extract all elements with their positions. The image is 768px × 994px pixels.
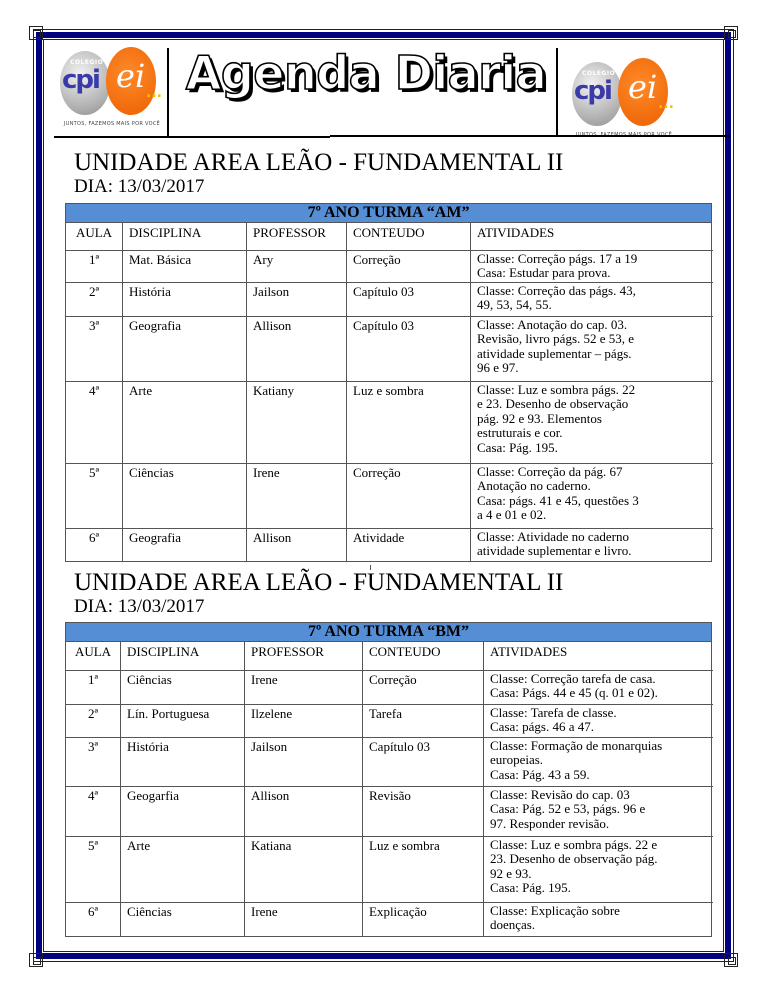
cell-atividades: Classe: Correção págs. 17 a 19 Casa: Estudar para prova. xyxy=(471,251,713,283)
cell-professor: Ilzelene xyxy=(245,705,363,738)
cell-conteudo: Tarefa xyxy=(363,705,484,738)
cell-disciplina: Arte xyxy=(123,382,247,464)
cell-professor: Allison xyxy=(247,317,347,382)
logo-cpi-text: cpi xyxy=(62,65,99,95)
logo-colegio-text: COLEGIO xyxy=(70,59,104,66)
cell-professor: Katiany xyxy=(247,382,347,464)
cell-disciplina: Geografia xyxy=(123,529,247,562)
cell-aula: 2ª xyxy=(66,705,121,738)
header-rule xyxy=(330,135,730,137)
cell-conteudo: Luz e sombra xyxy=(363,837,484,903)
corner-ornament xyxy=(29,26,43,40)
column-header-disciplina: DISCIPLINA xyxy=(123,223,247,251)
cell-professor: Allison xyxy=(245,787,363,837)
cell-disciplina: Mat. Básica xyxy=(123,251,247,283)
cell-atividades: Classe: Correção da pág. 67 Anotação no caderno. Casa: págs. 41 e 45, questões 3 a 4 e 01 e 02. xyxy=(471,464,713,529)
column-header-atividades: ATIVIDADES xyxy=(484,642,713,671)
logo-colegio-text: COLEGIO xyxy=(582,70,616,77)
unit-heading: UNIDADE AREA LEÃO - FUNDAMENTAL II xyxy=(74,149,564,176)
cell-conteudo: Correção xyxy=(347,251,471,283)
school-logo-right xyxy=(570,56,678,146)
logo-slogan: JUNTOS, FAZEMOS MAIS POR VOCÊ xyxy=(63,121,161,127)
cell-disciplina: História xyxy=(121,738,245,787)
column-header-aula: AULA xyxy=(66,223,123,251)
cell-atividades: Classe: Correção das págs. 43, 49, 53, 54, 55. xyxy=(471,283,713,317)
class-title-bar: 7º ANO TURMA “BM” xyxy=(66,623,711,642)
cell-conteudo: Atividade xyxy=(347,529,471,562)
logo-dots: ... xyxy=(146,85,162,101)
column-header-conteudo: CONTEUDO xyxy=(347,223,471,251)
header-divider xyxy=(167,48,169,137)
cell-conteudo: Capítulo 03 xyxy=(347,283,471,317)
cell-conteudo: Correção xyxy=(363,671,484,705)
cell-aula: 1ª xyxy=(66,251,123,283)
corner-ornament xyxy=(724,26,738,40)
cell-aula: 4ª xyxy=(66,787,121,837)
cell-conteudo: Capítulo 03 xyxy=(347,317,471,382)
schedule-table-bm xyxy=(65,622,712,937)
date-heading: DIA: 13/03/2017 xyxy=(74,596,205,617)
cell-professor: Jailson xyxy=(245,738,363,787)
cell-professor: Jailson xyxy=(247,283,347,317)
cell-atividades: Classe: Formação de monarquias europeias. Casa: Pág. 43 a 59. xyxy=(484,738,713,787)
column-header-aula: AULA xyxy=(66,642,121,671)
cell-aula: 3ª xyxy=(66,317,123,382)
schedule-table-am xyxy=(65,203,712,562)
cell-atividades: Classe: Explicação sobre doenças. xyxy=(490,903,620,933)
cell-aula: 5ª xyxy=(66,464,123,529)
logo-ei-text: ei xyxy=(628,68,658,106)
cell-aula: 6ª xyxy=(66,529,123,562)
cell-professor: Irene xyxy=(245,671,363,705)
unit-heading: UNIDADE AREA LEÃO - FUNDAMENTAL II xyxy=(74,569,564,596)
corner-ornament xyxy=(29,953,43,967)
header-rule xyxy=(54,136,330,138)
corner-ornament xyxy=(724,953,738,967)
column-header-atividades: ATIVIDADES xyxy=(471,223,713,251)
cell-professor: Katiana xyxy=(245,837,363,903)
page-title: Agenda Diaria xyxy=(185,46,547,100)
cell-conteudo: Capítulo 03 xyxy=(363,738,484,787)
logo-ei-text: ei xyxy=(116,57,146,95)
cell-aula: 3ª xyxy=(66,738,121,787)
column-header-disciplina: DISCIPLINA xyxy=(121,642,245,671)
cell-disciplina: História xyxy=(123,283,247,317)
cell-disciplina: Ciências xyxy=(121,903,245,937)
cell-professor: Allison xyxy=(247,529,347,562)
cell-disciplina: Ciências xyxy=(123,464,247,529)
cell-atividades: Classe: Luz e sombra págs. 22 e 23. Desenho de observação pág. 92 e 93. Casa: Pág. 195. xyxy=(484,837,713,903)
cell-disciplina: Geogarfia xyxy=(121,787,245,837)
cell-aula: 4ª xyxy=(66,382,123,464)
cell-conteudo: Correção xyxy=(347,464,471,529)
cell-professor: Irene xyxy=(245,903,363,937)
column-header-conteudo: CONTEUDO xyxy=(363,642,484,671)
cell-disciplina: Ciências xyxy=(121,671,245,705)
logo-dots: ... xyxy=(658,96,674,112)
cell-professor: Ary xyxy=(247,251,347,283)
cell-aula: 6ª xyxy=(66,903,121,937)
cell-atividades: Classe: Atividade no caderno atividade suplementar e livro. xyxy=(477,529,632,559)
cell-disciplina: Arte xyxy=(121,837,245,903)
cell-atividades: Classe: Correção tarefa de casa. Casa: Págs. 44 e 45 (q. 01 e 02). xyxy=(484,671,713,705)
cell-aula: 2ª xyxy=(66,283,123,317)
cell-disciplina: Geografia xyxy=(123,317,247,382)
date-heading: DIA: 13/03/2017 xyxy=(74,176,205,197)
cell-atividades: Classe: Tarefa de classe. Casa: págs. 46 a 47. xyxy=(484,705,713,738)
cell-aula: 5ª xyxy=(66,837,121,903)
cell-conteudo: Explicação xyxy=(363,903,484,937)
school-logo-left xyxy=(58,45,166,135)
cell-atividades: Classe: Anotação do cap. 03. Revisão, livro págs. 52 e 53, e atividade suplementar – págs. 96 e 97. xyxy=(471,317,713,382)
cell-atividades: Classe: Luz e sombra págs. 22 e 23. Desenho de observação pág. 92 e 93. Elementos estruturais e cor. Casa: Pág. 195. xyxy=(471,382,713,464)
cell-professor: Irene xyxy=(247,464,347,529)
column-header-professor: PROFESSOR xyxy=(247,223,347,251)
class-title-bar: 7º ANO TURMA “AM” xyxy=(66,204,711,223)
cell-conteudo: Revisão xyxy=(363,787,484,837)
cell-disciplina: Lín. Portuguesa xyxy=(121,705,245,738)
cell-atividades: Classe: Revisão do cap. 03 Casa: Pág. 52 e 53, págs. 96 e 97. Responder revisão. xyxy=(484,787,713,837)
column-header-professor: PROFESSOR xyxy=(245,642,363,671)
cell-conteudo: Luz e sombra xyxy=(347,382,471,464)
cell-aula: 1ª xyxy=(66,671,121,705)
logo-cpi-text: cpi xyxy=(574,76,611,106)
header-divider xyxy=(556,48,558,137)
